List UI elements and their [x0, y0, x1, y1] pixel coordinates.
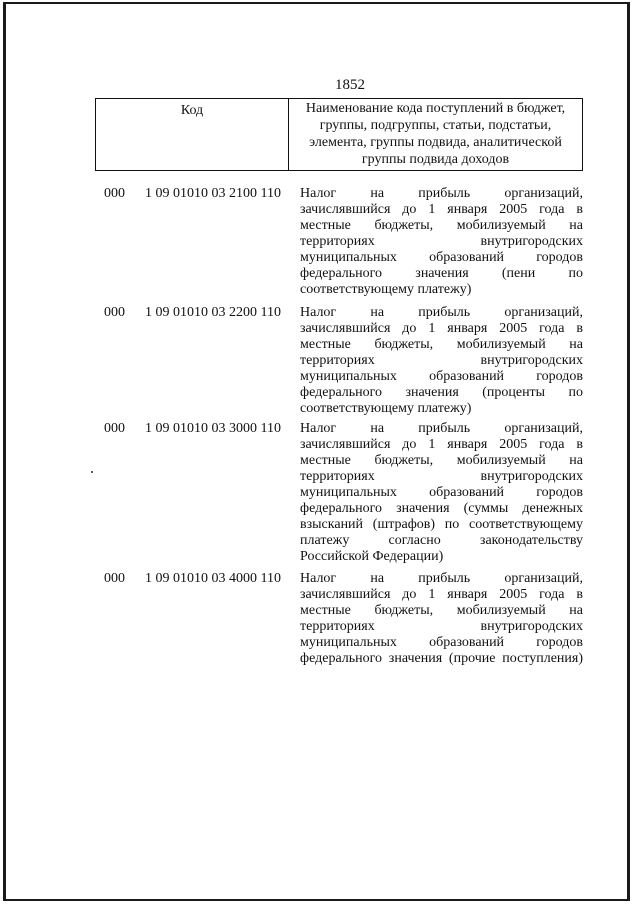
description-line: территориях внутригородских	[300, 353, 583, 368]
entry-code: 1 09 01010 03 4000 110	[145, 571, 281, 586]
description-line: территориях внутригородских	[300, 234, 583, 249]
entry-description	[300, 186, 583, 298]
description-line: федерального значения (прочие поступления)	[300, 651, 583, 666]
description-line: Налог на прибыль организаций,	[300, 186, 583, 201]
entry-prefix: 000	[104, 571, 125, 586]
description-line: зачислявшийся до 1 января 2005 года в	[300, 321, 583, 336]
description-line: местные бюджеты, мобилизуемый на	[300, 453, 583, 468]
description-line: местные бюджеты, мобилизуемый на	[300, 603, 583, 618]
entry-description	[300, 305, 583, 417]
description-line: местные бюджеты, мобилизуемый на	[300, 218, 583, 233]
entry-code: 1 09 01010 03 2100 110	[145, 186, 281, 201]
description-line: территориях внутригородских	[300, 619, 583, 634]
header-code-label: Код	[96, 99, 289, 170]
description-line: платежу согласно законодательству	[300, 533, 583, 548]
description-line: федерального значения (суммы денежных	[300, 501, 583, 516]
entry-code: 1 09 01010 03 2200 110	[145, 305, 281, 320]
description-line: муниципальных образований городов	[300, 485, 583, 500]
entry-code: 1 09 01010 03 3000 110	[145, 421, 281, 436]
description-line: федерального значения (пени по	[300, 266, 583, 281]
description-line: территориях внутригородских	[300, 469, 583, 484]
entry-description	[300, 571, 583, 667]
description-line: зачислявшийся до 1 января 2005 года в	[300, 587, 583, 602]
description-line: муниципальных образований городов	[300, 250, 583, 265]
header-name-label: Наименование кода поступлений в бюджет, группы, подгруппы, статьи, подстатьи, элемента, группы подвида, аналитической группы подвида доходов	[305, 101, 566, 167]
description-line: местные бюджеты, мобилизуемый на	[300, 337, 583, 352]
entry-description	[300, 421, 583, 565]
description-line: Налог на прибыль организаций,	[300, 305, 583, 320]
scan-speck	[91, 471, 93, 473]
description-line: Налог на прибыль организаций,	[300, 571, 583, 586]
entry-prefix: 000	[104, 305, 125, 320]
page-number: 1852	[335, 77, 365, 93]
header-table	[95, 98, 583, 171]
description-line: муниципальных образований городов	[300, 369, 583, 384]
entry-prefix: 000	[104, 186, 125, 201]
description-line: соответствующему платежу)	[300, 282, 472, 297]
entry-prefix: 000	[104, 421, 125, 436]
description-line: соответствующему платежу)	[300, 401, 472, 416]
description-line: Российской Федерации)	[300, 549, 444, 564]
description-line: Налог на прибыль организаций,	[300, 421, 583, 436]
description-line: зачислявшийся до 1 января 2005 года в	[300, 202, 583, 217]
description-line: федерального значения (проценты по	[300, 385, 583, 400]
description-line: зачислявшийся до 1 января 2005 года в	[300, 437, 583, 452]
description-line: взысканий (штрафов) по соответствующему	[300, 517, 583, 532]
description-line: муниципальных образований городов	[300, 635, 583, 650]
